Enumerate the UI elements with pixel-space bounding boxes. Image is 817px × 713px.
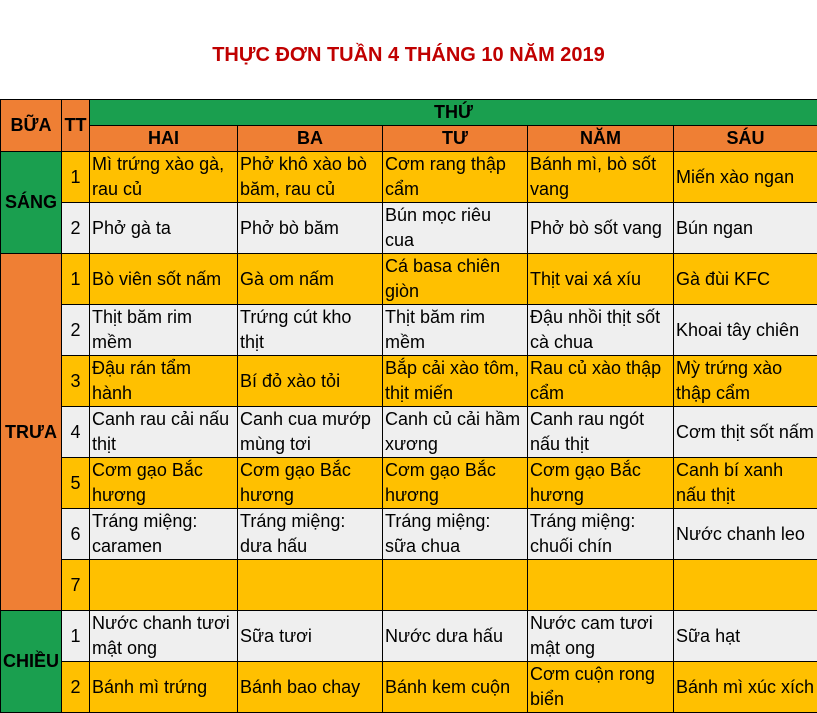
header-day-tue: BA	[238, 126, 383, 152]
menu-cell: Tráng miệng: caramen	[90, 509, 238, 560]
menu-cell: Cơm gạo Bắc hương	[238, 458, 383, 509]
menu-cell: Bánh mì xúc xích	[674, 662, 817, 713]
menu-cell: Cơm cuộn rong biển	[528, 662, 674, 713]
menu-cell: Canh rau ngót nấu thịt	[528, 407, 674, 458]
header-meal: BỮA	[1, 100, 62, 152]
menu-cell	[528, 560, 674, 611]
menu-cell: Cơm gạo Bắc hương	[383, 458, 528, 509]
menu-cell: Tráng miệng: chuối chín	[528, 509, 674, 560]
table-row	[1, 356, 817, 407]
table-row	[1, 509, 817, 560]
menu-cell	[383, 560, 528, 611]
table-row	[1, 662, 817, 713]
row-number: 2	[62, 203, 90, 254]
menu-cell: Nước chanh leo	[674, 509, 817, 560]
row-number: 1	[62, 152, 90, 203]
table-row	[1, 611, 817, 662]
table-row	[1, 305, 817, 356]
table-row	[1, 458, 817, 509]
table-row	[1, 560, 817, 611]
menu-cell: Đậu nhồi thịt sốt cà chua	[528, 305, 674, 356]
menu-cell: Canh củ cải hầm xương	[383, 407, 528, 458]
menu-cell: Phở bò băm	[238, 203, 383, 254]
menu-cell: Bí đỏ xào tỏi	[238, 356, 383, 407]
menu-cell: Khoai tây chiên	[674, 305, 817, 356]
menu-cell: Cơm gạo Bắc hương	[90, 458, 238, 509]
menu-cell: Cá basa chiên giòn	[383, 254, 528, 305]
menu-cell: Phở bò sốt vang	[528, 203, 674, 254]
menu-cell: Bánh kem cuộn	[383, 662, 528, 713]
menu-cell: Thịt băm rim mềm	[90, 305, 238, 356]
menu-cell: Canh cua mướp mùng tơi	[238, 407, 383, 458]
menu-cell: Bò viên sốt nấm	[90, 254, 238, 305]
menu-cell: Đậu rán tẩm hành	[90, 356, 238, 407]
menu-cell: Cơm thịt sốt nấm	[674, 407, 817, 458]
menu-cell: Mì trứng xào gà, rau củ	[90, 152, 238, 203]
menu-cell: Bánh mì trứng	[90, 662, 238, 713]
menu-cell: Gà đùi KFC	[674, 254, 817, 305]
menu-cell: Cơm rang thập cẩm	[383, 152, 528, 203]
row-number: 3	[62, 356, 90, 407]
menu-cell: Canh rau cải nấu thịt	[90, 407, 238, 458]
menu-table	[0, 99, 817, 713]
menu-cell: Phở gà ta	[90, 203, 238, 254]
header-day-fri: SÁU	[674, 126, 817, 152]
table-row	[1, 203, 817, 254]
table-row	[1, 152, 817, 203]
menu-cell: Nước dưa hấu	[383, 611, 528, 662]
menu-cell: Thịt băm rim mềm	[383, 305, 528, 356]
menu-cell: Trứng cút kho thịt	[238, 305, 383, 356]
page-title: THỰC ĐƠN TUẦN 4 THÁNG 10 NĂM 2019	[0, 44, 817, 67]
row-number: 1	[62, 254, 90, 305]
table-row	[1, 254, 817, 305]
menu-cell: Bún mọc riêu cua	[383, 203, 528, 254]
menu-cell	[90, 560, 238, 611]
menu-cell: Cơm gạo Bắc hương	[528, 458, 674, 509]
row-number: 5	[62, 458, 90, 509]
row-number: 2	[62, 662, 90, 713]
menu-cell: Bánh mì, bò sốt vang	[528, 152, 674, 203]
menu-cell: Sữa hạt	[674, 611, 817, 662]
menu-cell: Tráng miệng: dưa hấu	[238, 509, 383, 560]
header-tt: TT	[62, 100, 90, 152]
menu-cell: Bánh bao chay	[238, 662, 383, 713]
menu-cell: Sữa tươi	[238, 611, 383, 662]
header-day-thu: NĂM	[528, 126, 674, 152]
menu-cell: Bún ngan	[674, 203, 817, 254]
header-day-mon: HAI	[90, 126, 238, 152]
menu-cell: Miến xào ngan	[674, 152, 817, 203]
table-row	[1, 407, 817, 458]
meal-label: CHIỀU	[1, 611, 62, 713]
header-day-wed: TƯ	[383, 126, 528, 152]
menu-cell: Bắp cải xào tôm, thịt miến	[383, 356, 528, 407]
menu-cell: Tráng miệng: sữa chua	[383, 509, 528, 560]
meal-label: TRƯA	[1, 254, 62, 611]
menu-cell: Mỳ trứng xào thập cẩm	[674, 356, 817, 407]
row-number: 1	[62, 611, 90, 662]
menu-cell	[238, 560, 383, 611]
row-number: 4	[62, 407, 90, 458]
menu-cell: Nước cam tươi mật ong	[528, 611, 674, 662]
menu-cell: Thịt vai xá xíu	[528, 254, 674, 305]
row-number: 6	[62, 509, 90, 560]
row-number: 2	[62, 305, 90, 356]
menu-cell: Canh bí xanh nấu thịt	[674, 458, 817, 509]
row-number: 7	[62, 560, 90, 611]
menu-cell: Gà om nấm	[238, 254, 383, 305]
meal-label: SÁNG	[1, 152, 62, 254]
menu-cell: Phở khô xào bò băm, rau củ	[238, 152, 383, 203]
menu-cell: Nước chanh tươi mật ong	[90, 611, 238, 662]
header-thu: THỨ	[90, 100, 817, 126]
menu-cell: Rau củ xào thập cẩm	[528, 356, 674, 407]
menu-cell	[674, 560, 817, 611]
